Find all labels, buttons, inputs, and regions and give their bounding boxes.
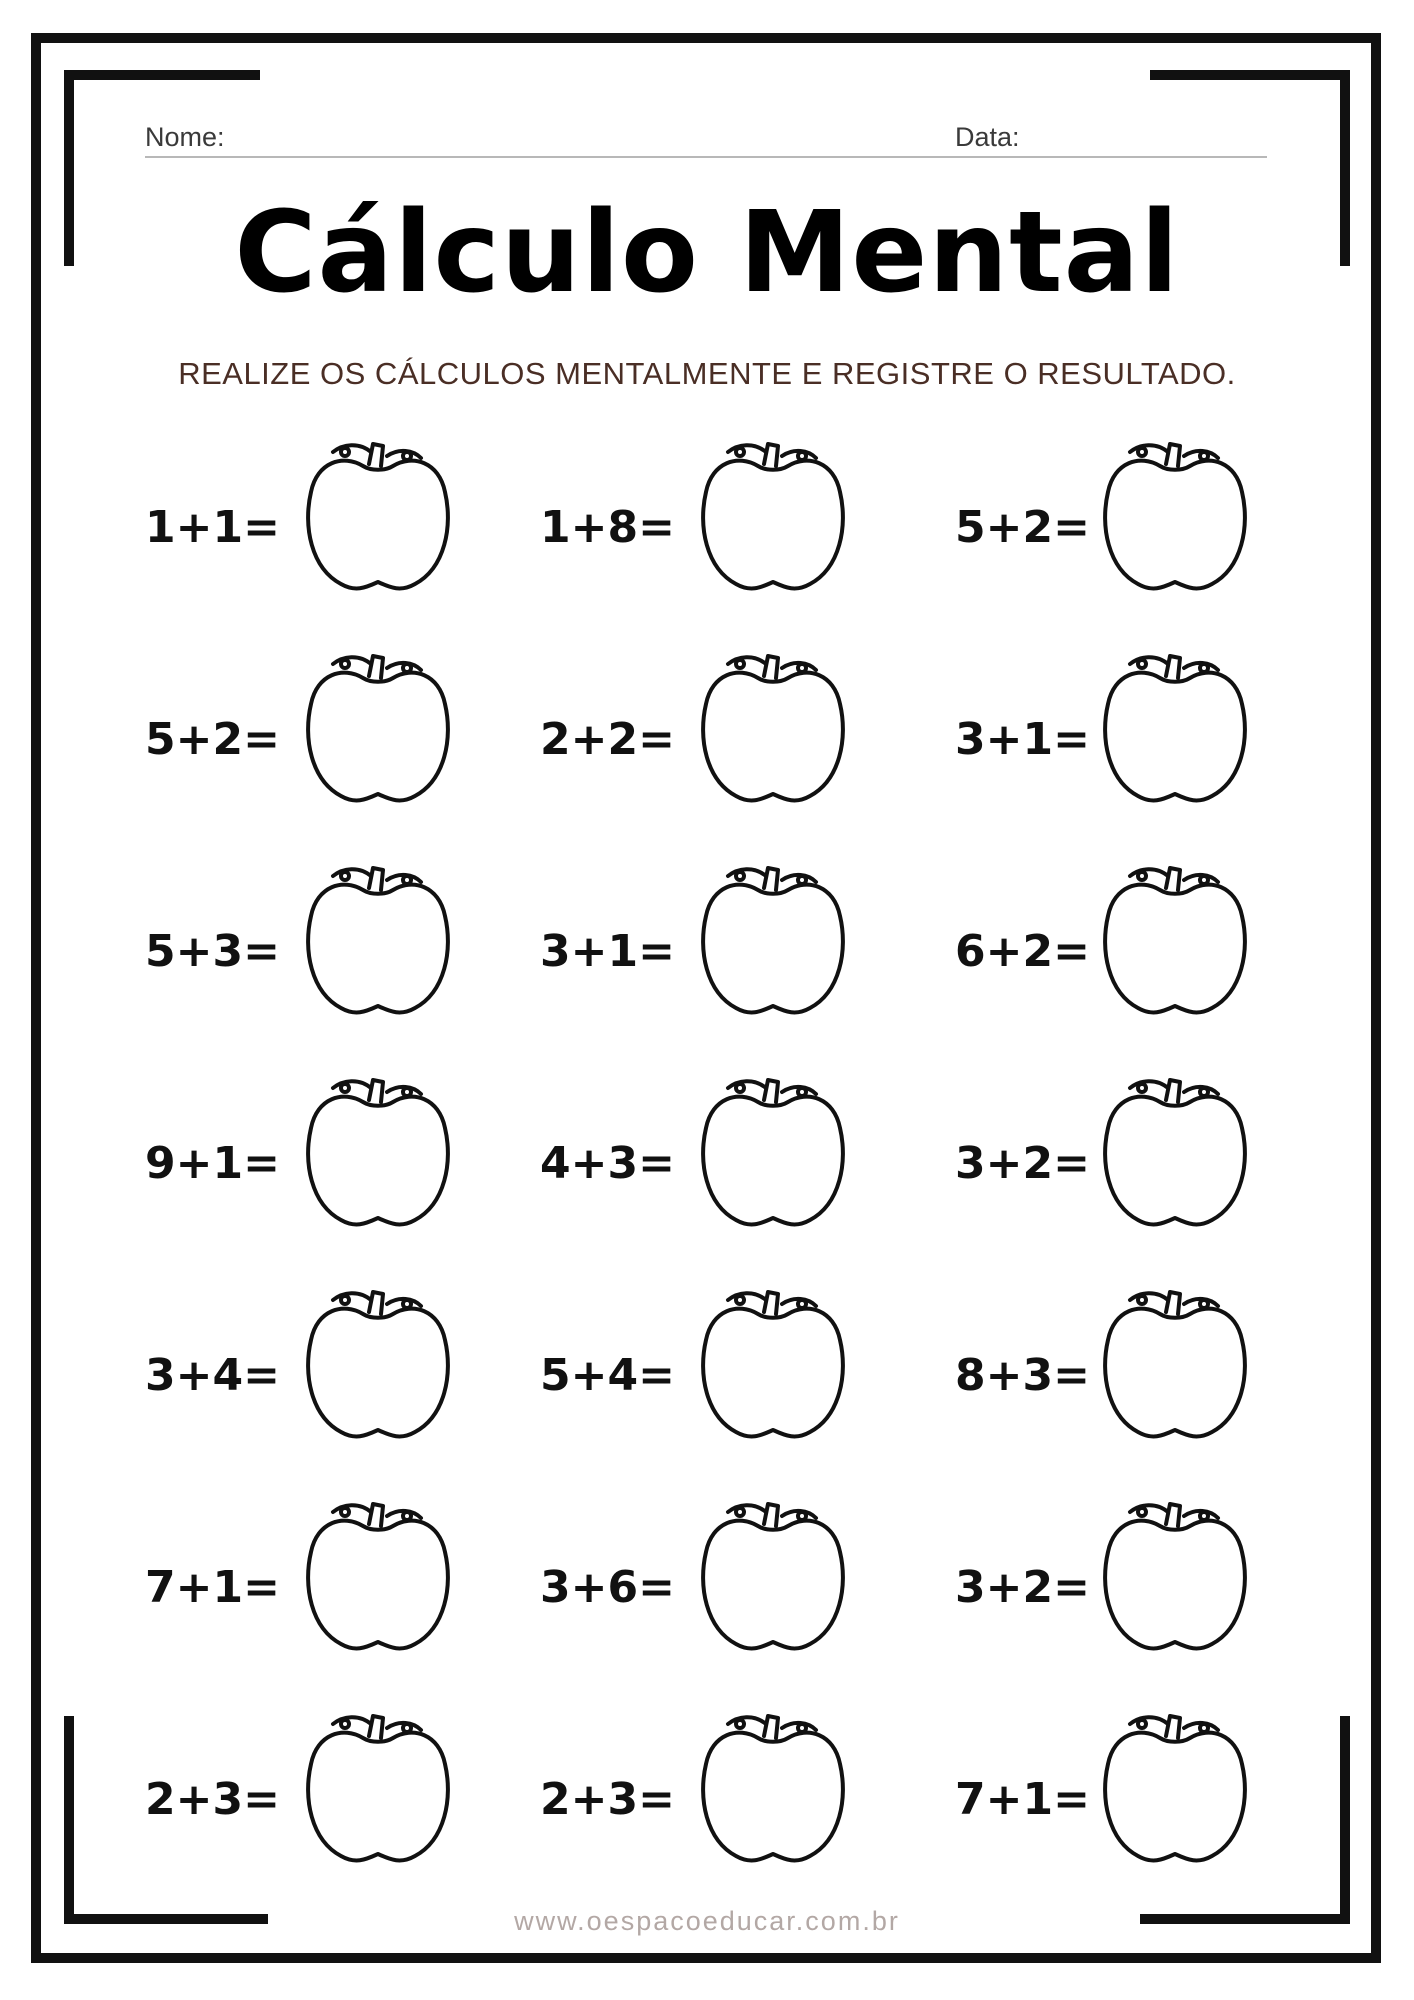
problem-expression: 3+4= xyxy=(145,1350,280,1401)
math-problem xyxy=(145,1076,475,1246)
problem-expression: 1+1= xyxy=(145,502,280,553)
math-problem xyxy=(540,1712,870,1882)
problem-expression: 8+3= xyxy=(955,1350,1090,1401)
math-problem xyxy=(955,1076,1285,1246)
problem-expression: 2+3= xyxy=(145,1774,280,1825)
apple-outline-icon[interactable] xyxy=(698,1076,848,1228)
apple-outline-icon[interactable] xyxy=(303,1288,453,1440)
math-problem xyxy=(540,1076,870,1246)
math-problem xyxy=(540,652,870,822)
footer-url: www.oespacoeducar.com.br xyxy=(514,1906,900,1936)
apple-outline-icon[interactable] xyxy=(698,440,848,592)
problem-expression: 3+6= xyxy=(540,1562,675,1613)
apple-outline-icon[interactable] xyxy=(303,1500,453,1652)
math-problem xyxy=(145,1712,475,1882)
apple-outline-icon[interactable] xyxy=(303,652,453,804)
math-problem xyxy=(540,440,870,610)
problem-expression: 5+3= xyxy=(145,926,280,977)
problem-expression: 3+2= xyxy=(955,1562,1090,1613)
apple-outline-icon[interactable] xyxy=(698,1500,848,1652)
math-problem xyxy=(145,864,475,1034)
apple-outline-icon[interactable] xyxy=(303,1076,453,1228)
problem-expression: 5+4= xyxy=(540,1350,675,1401)
name-label: Nome: xyxy=(145,122,225,152)
problem-expression: 2+3= xyxy=(540,1774,675,1825)
problem-expression: 7+1= xyxy=(145,1562,280,1613)
apple-outline-icon[interactable] xyxy=(1100,864,1250,1016)
math-problem xyxy=(955,1500,1285,1670)
problem-expression: 2+2= xyxy=(540,714,675,765)
apple-outline-icon[interactable] xyxy=(1100,652,1250,804)
math-problem xyxy=(145,440,475,610)
apple-outline-icon[interactable] xyxy=(698,1712,848,1864)
instruction-text: REALIZE OS CÁLCULOS MENTALMENTE E REGISTRE O RESULTADO. xyxy=(178,356,1236,391)
problem-expression: 9+1= xyxy=(145,1138,280,1189)
math-problem xyxy=(540,864,870,1034)
apple-outline-icon[interactable] xyxy=(303,1712,453,1864)
math-problem xyxy=(145,1288,475,1458)
math-problem xyxy=(540,1500,870,1670)
apple-outline-icon[interactable] xyxy=(1100,1712,1250,1864)
math-problem xyxy=(955,1712,1285,1882)
problem-expression: 4+3= xyxy=(540,1138,675,1189)
math-problem xyxy=(145,652,475,822)
apple-outline-icon[interactable] xyxy=(698,652,848,804)
problem-expression: 5+2= xyxy=(955,502,1090,553)
problem-expression: 1+8= xyxy=(540,502,675,553)
math-problem xyxy=(540,1288,870,1458)
apple-outline-icon[interactable] xyxy=(698,1288,848,1440)
problem-expression: 7+1= xyxy=(955,1774,1090,1825)
math-problem xyxy=(955,1288,1285,1458)
math-problem xyxy=(955,864,1285,1034)
problem-expression: 3+1= xyxy=(955,714,1090,765)
apple-outline-icon[interactable] xyxy=(303,864,453,1016)
apple-outline-icon[interactable] xyxy=(1100,1076,1250,1228)
apple-outline-icon[interactable] xyxy=(1100,1500,1250,1652)
problem-expression: 5+2= xyxy=(145,714,280,765)
problem-expression: 3+2= xyxy=(955,1138,1090,1189)
problem-expression: 3+1= xyxy=(540,926,675,977)
apple-outline-icon[interactable] xyxy=(1100,1288,1250,1440)
apple-outline-icon[interactable] xyxy=(303,440,453,592)
apple-outline-icon[interactable] xyxy=(1100,440,1250,592)
problem-expression: 6+2= xyxy=(955,926,1090,977)
math-problem xyxy=(145,1500,475,1670)
math-problem xyxy=(955,652,1285,822)
worksheet-title: Cálculo Mental xyxy=(234,188,1180,318)
math-problem xyxy=(955,440,1285,610)
date-label: Data: xyxy=(955,122,1020,152)
apple-outline-icon[interactable] xyxy=(698,864,848,1016)
